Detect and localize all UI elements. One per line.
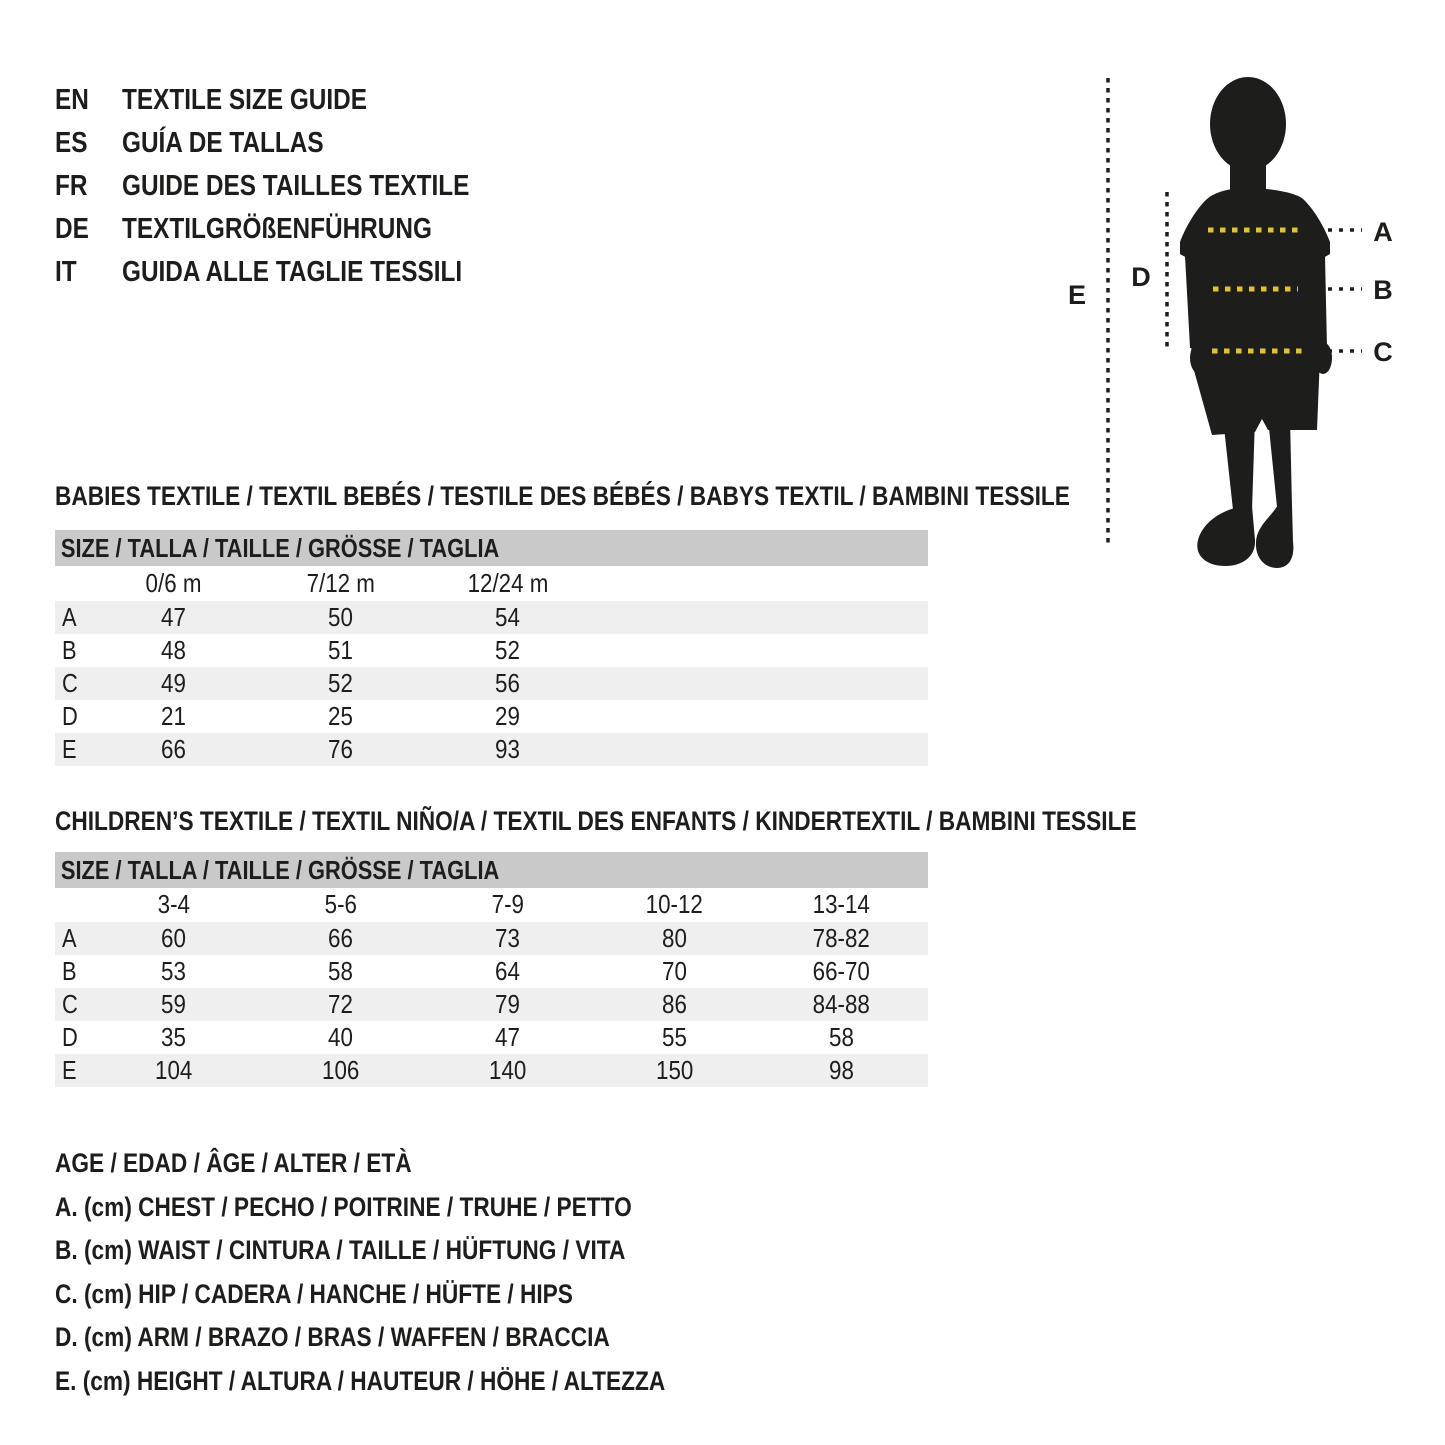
babies-col-2: 12/24 m xyxy=(467,568,548,598)
measurement-legend xyxy=(55,1142,781,1403)
silhouette-left-shoe xyxy=(1197,506,1255,566)
babies-section-title: BABIES TEXTILE / TEXTIL BEBÉS / TESTILE DES BÉBÉS / BABYS TEXTIL / BAMBINI TESSILE xyxy=(55,481,1070,511)
diagram-label-e: E xyxy=(1067,280,1086,310)
lang-title-de: TEXTILGRÖßENFÜHRUNG xyxy=(122,213,432,245)
lang-title-fr: GUIDE DES TAILLES TEXTILE xyxy=(122,170,470,202)
lang-code-en: EN xyxy=(55,84,89,116)
lang-title-es: GUÍA DE TALLAS xyxy=(122,127,324,159)
language-title-block xyxy=(55,79,536,294)
diagram-label-b: B xyxy=(1373,275,1393,305)
lang-row-it xyxy=(55,251,536,294)
babies-col-0: 0/6 m xyxy=(145,568,202,598)
lang-code-de: DE xyxy=(55,213,89,245)
legend-height: E. (cm) HEIGHT / ALTURA / HAUTEUR / HÖHE / ALTEZZA xyxy=(55,1365,666,1396)
babies-col-1: 7/12 m xyxy=(306,568,375,598)
silhouette-shorts xyxy=(1190,356,1320,435)
children-row-c: C 59 72 79 86 84-88 xyxy=(55,988,928,1021)
children-size-header-bar: SIZE / TALLA / TAILLE / GRÖSSE / TAGLIA xyxy=(55,852,928,888)
legend-chest: A. (cm) CHEST / PECHO / POITRINE / TRUHE / PETTO xyxy=(55,1191,632,1222)
babies-row-b: B 48 51 52 xyxy=(62,635,520,665)
children-row-d: D 35 40 47 55 58 xyxy=(62,1022,854,1052)
lang-code-es: ES xyxy=(55,127,88,159)
diagram-label-d: D xyxy=(1131,262,1151,292)
babies-size-table xyxy=(55,566,928,766)
measurement-diagram xyxy=(1070,60,1445,600)
silhouette-right-shoe xyxy=(1256,505,1293,568)
lang-code-it: IT xyxy=(55,256,77,288)
children-col-1: 5-6 xyxy=(324,889,357,919)
legend-waist: B. (cm) WAIST / CINTURA / TAILLE / HÜFTUNG / VITA xyxy=(55,1235,626,1266)
children-col-3: 10-12 xyxy=(645,889,704,919)
babies-row-e: E 66 76 93 xyxy=(55,733,928,766)
babies-column-header-row xyxy=(55,566,928,601)
legend-arm: D. (cm) ARM / BRAZO / BRAS / WAFFEN / BRACCIA xyxy=(55,1322,610,1353)
children-column-header-row xyxy=(55,887,928,922)
babies-row-d: D 21 25 29 xyxy=(62,701,520,731)
babies-row-c: C 49 52 56 xyxy=(55,667,928,700)
lang-code-fr: FR xyxy=(55,170,88,202)
silhouette-right-leg xyxy=(1268,418,1292,507)
lang-row-es xyxy=(55,122,536,165)
children-col-0: 3-4 xyxy=(157,889,190,919)
lang-row-en xyxy=(55,79,536,122)
babies-size-header-bar: SIZE / TALLA / TAILLE / GRÖSSE / TAGLIA xyxy=(55,530,928,566)
lang-title-it: GUIDA ALLE TAGLIE TESSILI xyxy=(122,256,463,288)
lang-title-en: TEXTILE SIZE GUIDE xyxy=(122,84,367,116)
diagram-label-c: C xyxy=(1373,337,1393,367)
lang-row-de xyxy=(55,208,536,251)
lang-row-fr xyxy=(55,165,536,208)
children-row-b: B 53 58 64 70 66-70 xyxy=(62,956,871,986)
legend-age: AGE / EDAD / ÂGE / ALTER / ETÀ xyxy=(55,1148,412,1179)
children-section-title: CHILDREN’S TEXTILE / TEXTIL NIÑO/A / TEXTIL DES ENFANTS / KINDERTEXTIL / BAMBINI TESSILE xyxy=(55,806,1137,836)
silhouette-right-arm xyxy=(1299,256,1327,348)
children-col-2: 7-9 xyxy=(491,889,524,919)
diagram-label-a: A xyxy=(1373,217,1393,247)
babies-row-a: A 47 50 54 xyxy=(55,601,928,634)
children-col-4: 13-14 xyxy=(812,889,871,919)
children-row-e: E 104 106 140 150 98 xyxy=(55,1054,928,1087)
children-size-table xyxy=(55,887,928,1087)
children-row-a: A 60 66 73 80 78-82 xyxy=(55,922,928,955)
silhouette-head xyxy=(1210,77,1286,171)
legend-hip: C. (cm) HIP / CADERA / HANCHE / HÜFTE / HIPS xyxy=(55,1278,573,1309)
